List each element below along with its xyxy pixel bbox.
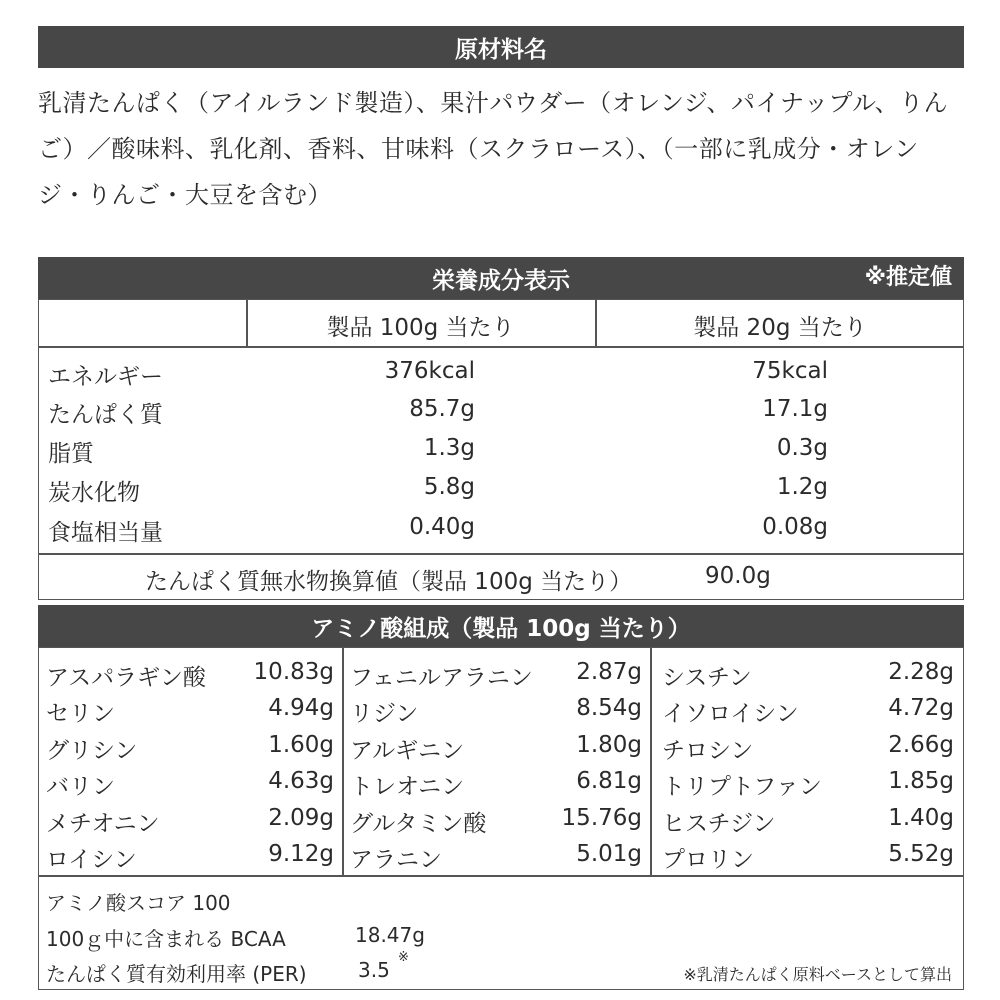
col-20g-header: 製品 20g 当たり: [693, 315, 867, 341]
per-note-mark: ※: [398, 950, 409, 965]
amino-value: 1.80g: [576, 732, 642, 758]
nutrition-row-label: 脂質: [48, 441, 94, 467]
anhydrous-label: たんぱく質無水物換算値（製品 100g 当たり）: [145, 569, 633, 595]
nutrition-row-value-100g: 5.8g: [423, 474, 475, 500]
amino-value: 5.52g: [888, 841, 954, 867]
ingredients-header-label: 原材料名: [455, 36, 547, 63]
amino-name: アスパラギン酸: [46, 665, 206, 691]
nutrition-row-label: エネルギー: [48, 364, 163, 390]
nutrition-header-divider: [38, 346, 964, 348]
amino-name: フェニルアラニン: [350, 665, 533, 691]
amino-name: チロシン: [662, 738, 754, 764]
ingredients-text: 乳清たんぱく（アイルランド製造）、果汁パウダー（オレンジ、パイナップル、りんご）／酸味料、乳化剤、香料、甘味料（スクラロース）、（一部に乳成分・オレンジ・りんご・大豆を含む）: [38, 89, 949, 209]
amino-value: 2.87g: [576, 659, 642, 685]
amino-name: リジン: [350, 701, 419, 727]
amino-name: セリン: [46, 701, 115, 727]
nutrition-anhydrous-divider: [38, 553, 964, 555]
amino-name: トレオニン: [350, 774, 465, 800]
nutrition-row-label: たんぱく質: [48, 402, 163, 428]
amino-name: ロイシン: [46, 847, 137, 873]
amino-value: 2.66g: [888, 732, 954, 758]
amino-name: グリシン: [46, 738, 138, 764]
nutrition-row-label: 食塩相当量: [48, 520, 163, 546]
amino-name: アルギニン: [350, 738, 465, 764]
amino-value: 4.72g: [888, 695, 954, 721]
amino-value: 2.28g: [888, 659, 954, 685]
amino-col-divider-2: [650, 647, 652, 876]
amino-value: 2.09g: [268, 805, 334, 831]
amino-name: ヒスチジン: [662, 811, 776, 837]
nutrition-row-value-100g: 1.3g: [423, 435, 475, 461]
estimate-note: ※推定値: [864, 265, 952, 290]
nutrition-row-value-20g: 17.1g: [762, 396, 828, 422]
nutrition-row-value-20g: 75kcal: [752, 358, 828, 384]
amino-header-label: アミノ酸組成（製品 100g 当たり）: [311, 615, 691, 642]
amino-name: メチオニン: [46, 811, 160, 837]
nutrition-row-value-20g: 0.08g: [762, 514, 828, 540]
nutrition-row-value-100g: 85.7g: [409, 396, 475, 422]
amino-name: アラニン: [350, 847, 442, 873]
nutrition-row-value-20g: 0.3g: [776, 435, 828, 461]
ingredients-header: [38, 26, 964, 68]
amino-value: 1.60g: [268, 732, 334, 758]
amino-value: 8.54g: [576, 695, 642, 721]
nutrition-row-label: 炭水化物: [48, 480, 140, 506]
amino-value: 4.63g: [268, 768, 334, 794]
amino-name: イソロイシン: [662, 701, 799, 727]
amino-value: 4.94g: [268, 695, 334, 721]
amino-name: バリン: [46, 774, 115, 800]
amino-value: 9.12g: [268, 841, 334, 867]
per-value: 3.5: [358, 958, 390, 982]
nutrition-row-value-100g: 0.40g: [409, 514, 475, 540]
nutrition-row-value-100g: 376kcal: [384, 358, 475, 384]
amino-name: シスチン: [662, 665, 752, 691]
bcaa-value: 18.47g: [355, 923, 425, 947]
nutrition-header: [38, 257, 964, 299]
footnote: ※乳清たんぱく原料ベースとして算出: [683, 965, 952, 984]
amino-value: 6.81g: [576, 768, 642, 794]
amino-score: アミノ酸スコア 100: [46, 891, 231, 915]
amino-col-divider-1: [342, 647, 344, 876]
col-100g-header: 製品 100g 当たり: [326, 315, 515, 341]
anhydrous-value: 90.0g: [705, 563, 771, 589]
amino-name: グルタミン酸: [350, 811, 487, 837]
amino-value: 1.85g: [888, 768, 954, 794]
amino-value: 1.40g: [888, 805, 954, 831]
amino-name: トリプトファン: [662, 774, 822, 800]
amino-value: 10.83g: [253, 659, 334, 685]
amino-name: プロリン: [662, 847, 754, 873]
amino-header: [38, 605, 964, 647]
amino-summary-divider: [38, 875, 964, 877]
per-label: たんぱく質有効利用率 (PER): [46, 962, 307, 986]
amino-value: 15.76g: [561, 805, 642, 831]
nutrition-header-label: 栄養成分表示: [432, 267, 570, 294]
bcaa-label: 100ｇ中に含まれる BCAA: [46, 927, 286, 951]
nutrition-row-value-20g: 1.2g: [776, 474, 828, 500]
amino-value: 5.01g: [576, 841, 642, 867]
